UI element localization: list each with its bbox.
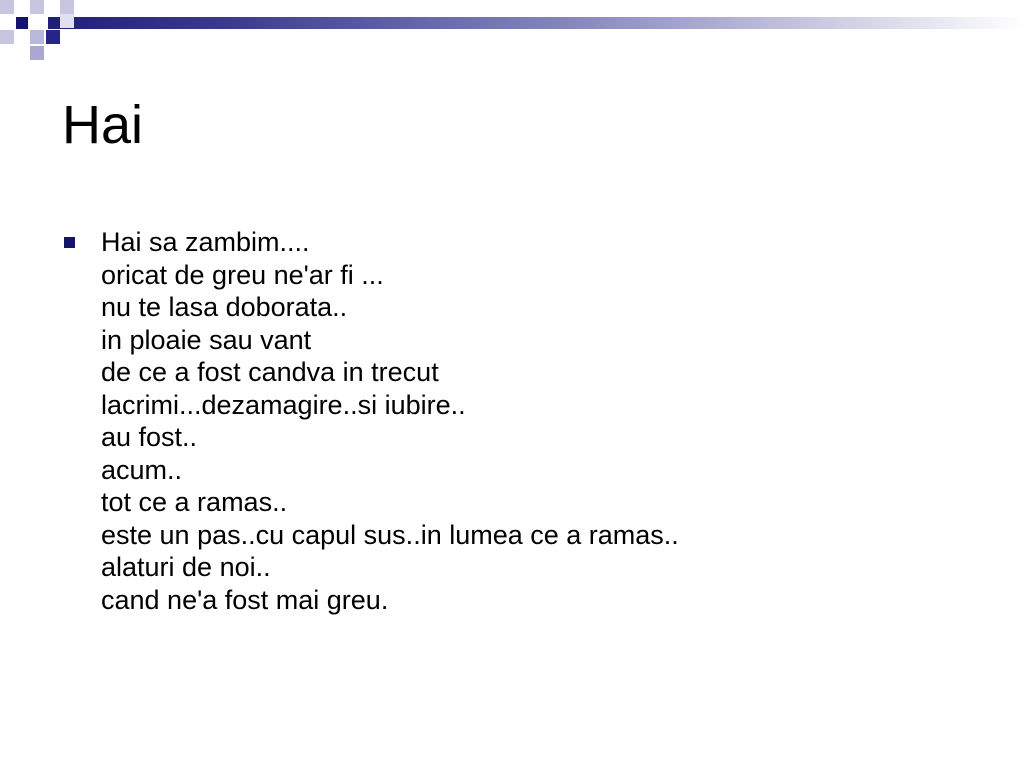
corner-square-decoration xyxy=(16,17,28,29)
poem-line: de ce a fost candva in trecut xyxy=(101,357,439,387)
corner-square-decoration xyxy=(30,0,44,14)
poem-line: oricat de greu ne'ar fi ... xyxy=(101,259,384,290)
corner-square-decoration xyxy=(0,0,14,14)
poem-line: alaturi de noi.. xyxy=(101,552,271,582)
corner-square-decoration xyxy=(60,14,74,28)
poem-line: este un pas..cu capul sus..in lumea ce a ramas.. xyxy=(101,519,679,550)
poem-line: au fost.. xyxy=(101,422,198,452)
corner-square-decoration xyxy=(30,46,44,60)
poem-line: nu te lasa doborata.. xyxy=(101,292,348,322)
gradient-title-bar xyxy=(48,17,1024,29)
poem-line: in ploaie sau vant xyxy=(101,324,312,355)
poem-line: Hai sa zambim.... xyxy=(101,227,310,257)
bullet-text xyxy=(101,226,992,616)
poem-line: lacrimi...dezamagire..si iubire.. xyxy=(101,389,466,420)
slide-title: Hai xyxy=(62,95,144,155)
bullet-item xyxy=(62,226,992,616)
poem-line: acum.. xyxy=(101,454,183,485)
corner-square-decoration xyxy=(0,30,14,44)
poem-line: cand ne'a fost mai greu. xyxy=(101,584,389,615)
square-bullet-icon xyxy=(64,237,75,248)
corner-square-decoration xyxy=(46,30,60,44)
corner-square-decoration xyxy=(60,0,74,14)
poem-line: tot ce a ramas.. xyxy=(101,487,288,517)
corner-square-decoration xyxy=(30,30,44,44)
